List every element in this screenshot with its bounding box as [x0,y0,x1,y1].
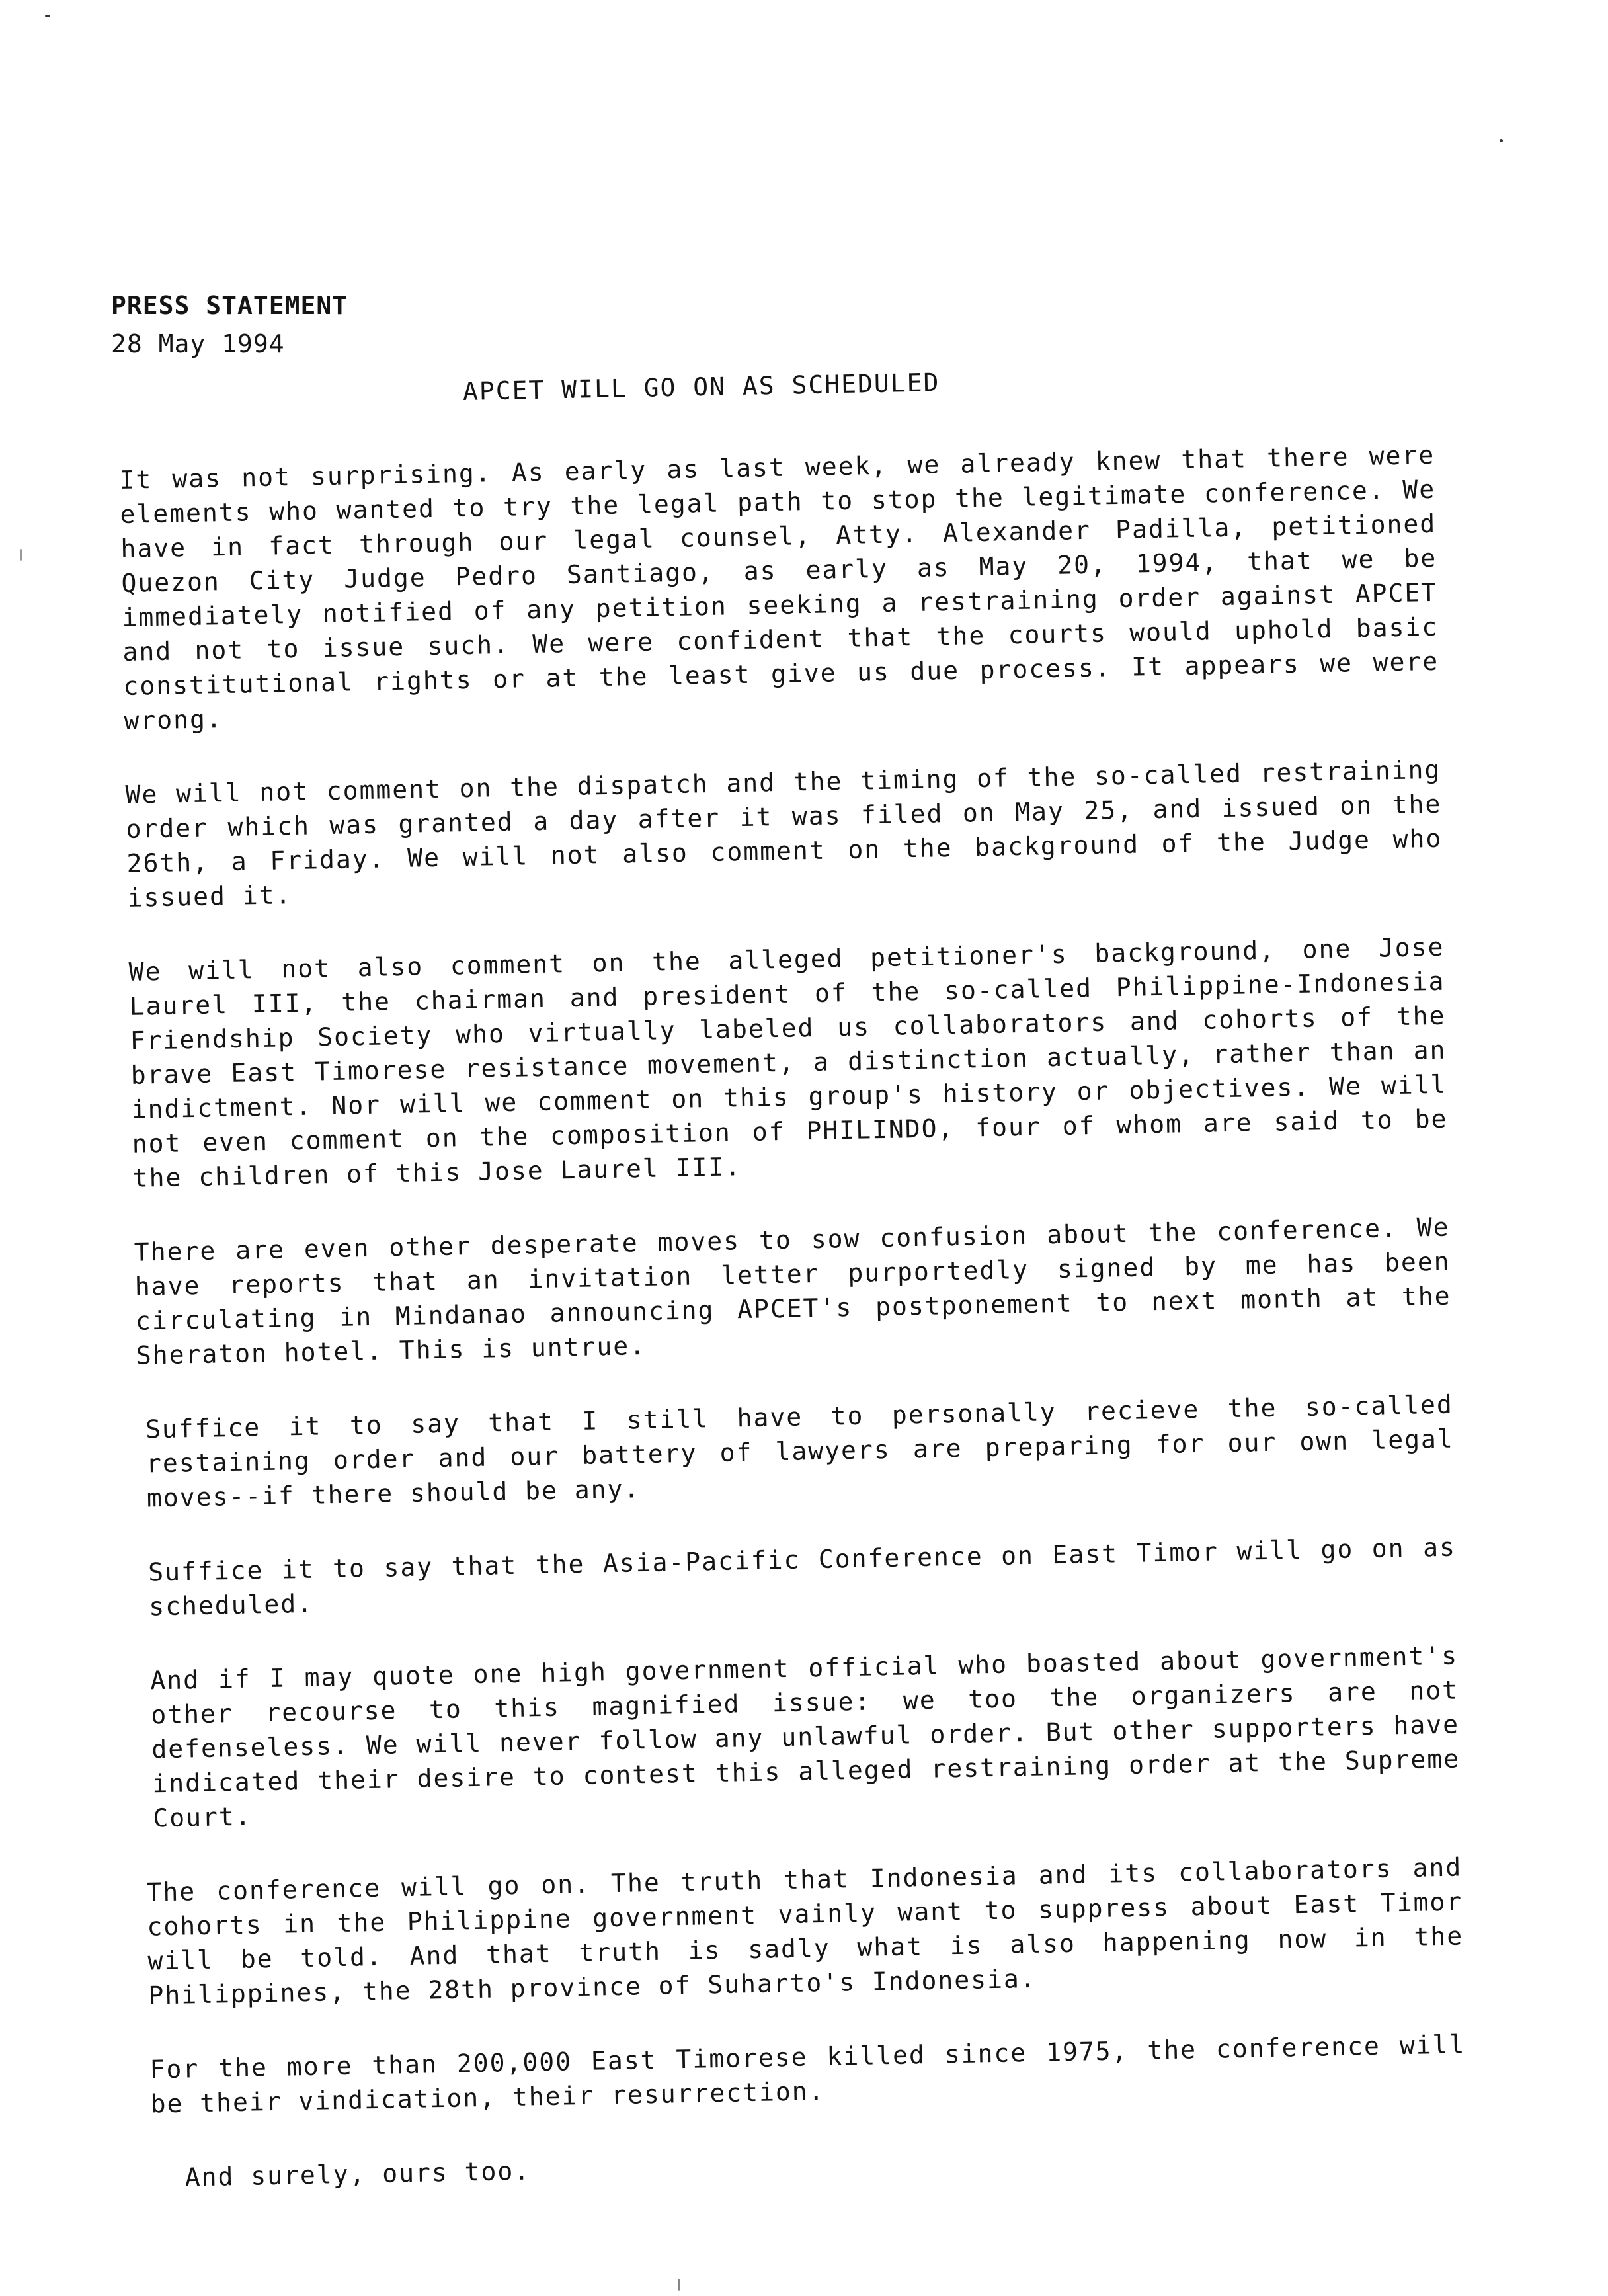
scan-speck [20,549,22,561]
paragraph: For the more than 200,000 East Timorese killed since 1975, the conference will be their vindication, their resurrection. [149,2030,1466,2119]
scan-speck [678,2279,680,2291]
press-statement-label: PRESS STATEMENT [111,291,348,320]
statement-date: 28 May 1994 [111,329,285,358]
paragraph: The conference will go on. The truth that Indonesia and its collaborators and cohorts in the Philippine government vainly want to suppress about East Timor will be told. And that truth is sadly what is also happening now in the Philippines, the 28th province of Suharto's Indonesia. [146,1852,1464,2010]
paragraph: Suffice it to say that the Asia-Pacific Conference on East Timor will go on as scheduled. [147,1532,1457,1621]
statement-headline: APCET WILL GO ON AS SCHEDULED [462,368,940,406]
paragraph: There are even other desperate moves to sow confusion about the conference. We have reports that an invitation letter purportedly signed by me has been circulating in Mindanao announcing APCET's postponement to next month at the Sheraton hotel. This is untrue. [134,1212,1451,1370]
paragraph: We will not comment on the dispatch and the timing of the so-called restraining order which was granted a day after it was filed on May 25, and issued on the 26th, a Friday. We will not also comment on the background of the Judge who issued it. [125,755,1443,913]
scan-speck [1500,139,1503,142]
paragraph: Suffice it to say that I still have to personally recieve the so-called restaining order and our battery of lawyers are preparing for our own legal moves--if there should be any. [145,1389,1455,1513]
paragraph: It was not surprising. As early as last week, we already knew that there were elements who wanted to try the legal path to stop the legitimate conference. We have in fact through our legal counsel, Atty. Alexander Padilla, petitioned Quezon City Judge Pedro Santiago, as early as May 20, 1994, that we be immediately notified of any petition seeking a restraining order against APCET and not to issue such. We were confident that the courts would uphold basic constitutional rights or at the least give us due process. It appears we were wrong. [119,440,1439,735]
paragraph: And if I may quote one high government official who boasted about government's other recourse to this magnified issue: we too the organizers are not defenseless. We will never follow any unlawful order. But other supporters have indicated their desire to contest this alleged restraining order at the Supreme Court. [149,1641,1461,1833]
scan-speck [45,15,50,17]
statement-body [119,438,1468,2235]
paragraph: We will not also comment on the alleged petitioner's background, one Jose Laurel III, the chairman and president of the so-called Philippine-Indonesia Friendship Society who virtually labeled us collaborators and cohorts of the brave East Timorese resistance movement, a distinction actually, rather than an indictment. Nor will we comment on this group's history or objectives. We will not even comment on the composition of PHILINDO, four of whom are said to be the children of this Jose Laurel III. [128,932,1448,1193]
closing-line: And surely, ours too. [184,2156,531,2192]
